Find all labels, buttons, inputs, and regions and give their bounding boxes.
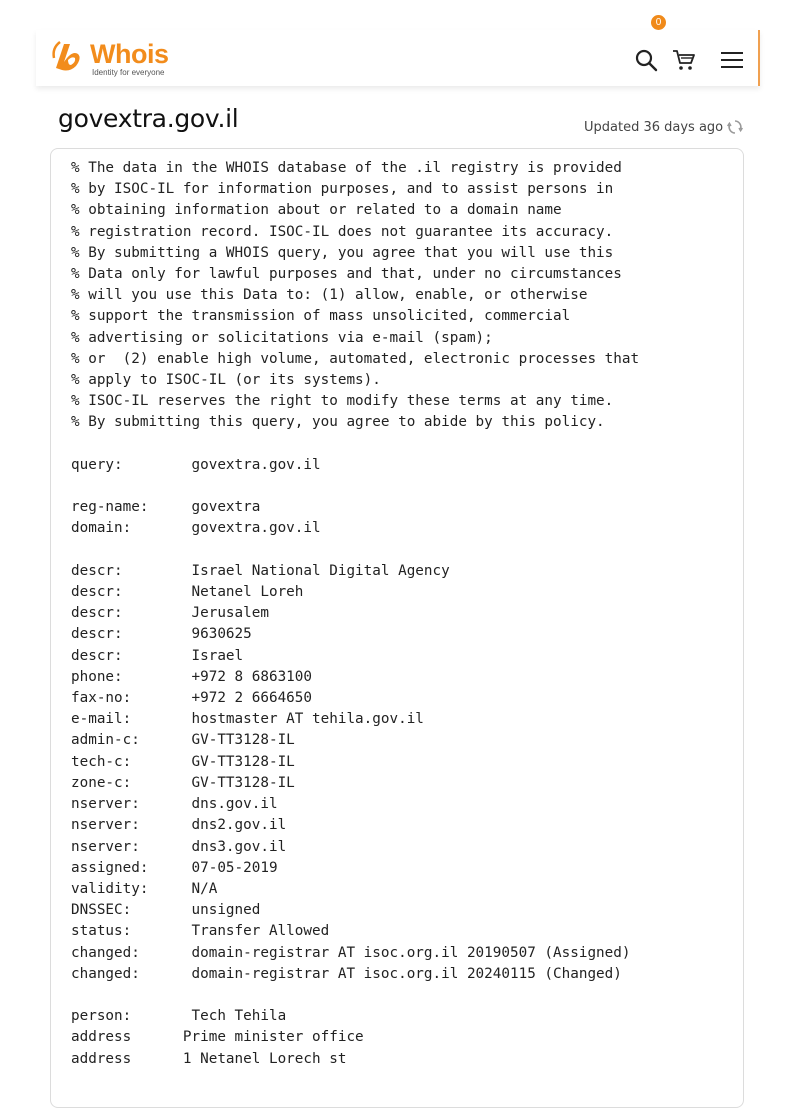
site-header [36,30,760,86]
logo-tagline: Identity for everyone [92,68,165,77]
updated-text: Updated 36 days ago [584,119,724,135]
menu-icon[interactable] [720,51,744,69]
refresh-icon[interactable] [727,119,743,135]
cart-count-badge: 0 [651,15,666,30]
whois-record-text: % The data in the WHOIS database of the .il registry is provided % by ISOC-IL for information purposes, and to assist persons in % obtaining information about or related to a domain name % registration record. ISOC-IL does not guarantee its accuracy. % By submitting a WHOIS query, you agree that you will use this % Data only for lawful purposes and that, under no circumstances % will you use this Data to: (1) allow, enable, or otherwise % support the transmission of mass unsolicited, commercial % advertising or solicitations via e-mail (spam); % or (2) enable high volume, automated, electronic processes that % apply to ISOC-IL (or its systems). % ISOC-IL reserves the right to modify these terms at any time. % By submitting this query, you agree to abide by this policy. query: govextra.gov.il reg-name: govextra domain: govextra.gov.il descr: Israel National Digital Agency descr: Netanel Loreh descr: Jerusalem descr: 9630625 descr: Israel phone: +972 8 6863100 fax-no: +972 2 6664650 e-mail: hostmaster AT tehila.gov.il admin-c: GV-TT3128-IL tech-c: GV-TT3128-IL zone-c: GV-TT3128-IL nserver: dns.gov.il nserver: dns2.gov.il nserver: dns3.gov.il assigned: 07-05-2019 validity: N/A DNSSEC: unsigned status: Transfer Allowed changed: domain-registrar AT isoc.org.il 20190507 (Assigned) changed: domain-registrar AT isoc.org.il 20240115 (Changed) person: Tech Tehila address Prime minister office address 1 Netanel Lorech st [71,160,640,1067]
page-title: govextra.gov.il [58,104,239,133]
updated-status[interactable] [584,119,743,135]
header-edge-accent [758,30,760,86]
logo-icon [50,38,86,74]
logo-wordmark: Whois [90,39,169,69]
cart-icon[interactable] [672,48,696,72]
logo[interactable] [50,38,169,77]
search-icon[interactable] [634,48,658,72]
